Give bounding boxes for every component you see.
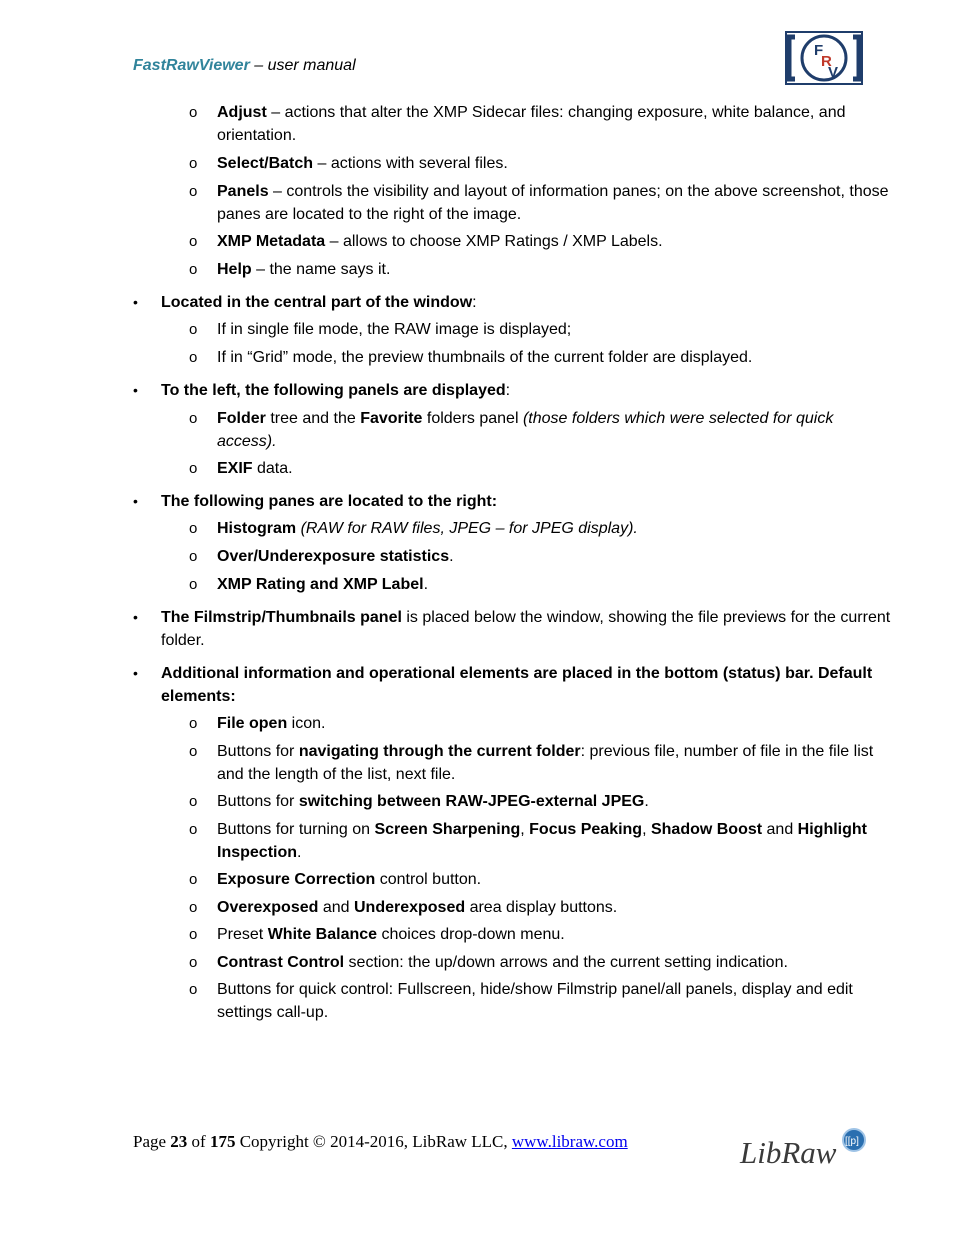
item-text: , bbox=[642, 821, 651, 838]
item-bold: Located in the central part of the window bbox=[161, 294, 473, 311]
item-bold: Help bbox=[217, 261, 252, 278]
item-text: choices drop-down menu. bbox=[377, 926, 565, 943]
of-label: of bbox=[187, 1132, 210, 1151]
item-text: – the name says it. bbox=[251, 261, 391, 278]
libraw-badge: [[p] bbox=[845, 1136, 859, 1147]
item-bold: Adjust bbox=[217, 104, 267, 121]
bullet: • bbox=[133, 665, 138, 681]
circle-bullet: o bbox=[189, 821, 198, 838]
item-bold: Additional information and operational elements are placed in the bottom (status) bar. Default elements: bbox=[161, 665, 873, 705]
item-bold: Exposure Correction bbox=[217, 871, 376, 888]
item-bold: Histogram bbox=[217, 520, 297, 537]
item-bold: The Filmstrip/Thumbnails panel bbox=[161, 609, 402, 626]
circle-bullet: o bbox=[189, 104, 198, 121]
copyright-text: Copyright © 2014-2016, LibRaw LLC, bbox=[235, 1132, 512, 1151]
item-bold: XMP Rating and XMP Label bbox=[217, 576, 424, 593]
circle-bullet: o bbox=[189, 715, 198, 732]
libraw-logo bbox=[738, 1126, 868, 1170]
frv-logo bbox=[785, 31, 863, 85]
bullet: • bbox=[133, 294, 138, 310]
circle-bullet: o bbox=[189, 576, 198, 593]
page-footer bbox=[133, 1132, 628, 1152]
circle-bullet: o bbox=[189, 233, 198, 250]
item-text: : bbox=[505, 382, 511, 399]
item-bold: Panels bbox=[217, 183, 269, 200]
item-bold: navigating through the current folder bbox=[298, 743, 581, 760]
item-bold: Select/Batch bbox=[217, 155, 314, 172]
circle-bullet: o bbox=[189, 793, 198, 810]
item-text: is placed below the window, showing the file previews for the current folder. bbox=[161, 609, 891, 649]
item-text: : bbox=[472, 294, 477, 311]
item-text: folders panel bbox=[422, 410, 523, 427]
circle-bullet: o bbox=[189, 954, 198, 971]
item-text: Buttons for quick control: Fullscreen, hide/show Filmstrip panel/all panels, display and edit settings call-up. bbox=[217, 981, 853, 1021]
circle-bullet: o bbox=[189, 410, 198, 427]
circle-bullet: o bbox=[189, 183, 198, 200]
circle-bullet: o bbox=[189, 981, 198, 998]
item-text: If in single file mode, the RAW image is displayed; bbox=[217, 321, 572, 338]
item-text: – controls the visibility and layout of information panes; on the above screenshot, those panes are located to the right of the image. bbox=[217, 183, 889, 223]
circle-bullet: o bbox=[189, 261, 198, 278]
document-header bbox=[133, 57, 356, 75]
circle-bullet: o bbox=[189, 899, 198, 916]
item-bold: To the left, the following panels are displayed bbox=[161, 382, 506, 399]
frv-letter-v: V bbox=[828, 64, 839, 81]
item-text: and bbox=[762, 821, 798, 838]
item-text: . bbox=[644, 793, 649, 810]
item-text: : previous file, number of file in the file list and the length of the list, next file. bbox=[217, 743, 874, 783]
item-text: control button. bbox=[375, 871, 482, 888]
item-bold: Highlight Inspection bbox=[217, 821, 867, 861]
item-text: icon. bbox=[287, 715, 326, 732]
frv-letter-f: F bbox=[814, 42, 824, 59]
libraw-wordmark: LibRaw bbox=[740, 1135, 837, 1170]
item-text: , bbox=[520, 821, 530, 838]
circle-bullet: o bbox=[189, 349, 198, 366]
page-total: 175 bbox=[209, 1132, 236, 1151]
bullet: • bbox=[133, 493, 138, 509]
circle-bullet: o bbox=[189, 321, 198, 338]
item-text: . bbox=[449, 548, 454, 565]
item-bold: XMP Metadata bbox=[217, 233, 326, 250]
item-text: – actions with several files. bbox=[313, 155, 508, 172]
circle-bullet: o bbox=[189, 743, 198, 760]
circle-bullet: o bbox=[189, 460, 198, 477]
item-bold: Focus Peaking bbox=[529, 821, 643, 838]
item-text: Buttons for bbox=[217, 793, 299, 810]
website-link[interactable]: www.libraw.com bbox=[511, 1132, 628, 1151]
item-bold: Folder bbox=[217, 410, 266, 427]
circle-bullet: o bbox=[189, 548, 198, 565]
item-bold: Overexposed bbox=[217, 899, 319, 916]
bullet: • bbox=[133, 382, 138, 398]
item-text: Preset bbox=[217, 926, 268, 943]
item-italic: (RAW for RAW files, JPEG – for JPEG display). bbox=[296, 520, 638, 537]
item-text: and bbox=[318, 899, 354, 916]
circle-bullet: o bbox=[189, 155, 198, 172]
bullet: • bbox=[133, 609, 138, 625]
item-bold: White Balance bbox=[267, 926, 378, 943]
item-bold: Shadow Boost bbox=[650, 821, 763, 838]
item-text: section: the up/down arrows and the current setting indication. bbox=[344, 954, 788, 971]
item-text: Buttons for turning on bbox=[217, 821, 375, 838]
item-text: tree and the bbox=[265, 410, 361, 427]
app-name: FastRawViewer bbox=[133, 57, 250, 74]
item-italic: (those folders which were selected for quick access). bbox=[217, 410, 834, 450]
item-text: . bbox=[297, 844, 302, 861]
item-bold: Screen Sharpening bbox=[374, 821, 521, 838]
item-text: – allows to choose XMP Ratings / XMP Labels. bbox=[325, 233, 663, 250]
page-number: 23 bbox=[170, 1132, 188, 1151]
item-bold: EXIF bbox=[217, 460, 253, 477]
item-text: . bbox=[423, 576, 429, 593]
frv-letter-r: R bbox=[821, 53, 832, 70]
item-text: data. bbox=[252, 460, 293, 477]
item-text: If in “Grid” mode, the preview thumbnails of the current folder are displayed. bbox=[217, 349, 753, 366]
item-bold: Underexposed bbox=[353, 899, 466, 916]
header-subtitle: – user manual bbox=[249, 57, 356, 74]
item-bold: File open bbox=[217, 715, 288, 732]
item-bold: switching between RAW-JPEG-external JPEG bbox=[298, 793, 645, 810]
page-label: Page bbox=[133, 1132, 171, 1151]
item-text: area display buttons. bbox=[465, 899, 618, 916]
circle-bullet: o bbox=[189, 871, 198, 888]
item-text: – actions that alter the XMP Sidecar files: changing exposure, white balance, and orientation. bbox=[217, 104, 846, 144]
circle-bullet: o bbox=[189, 520, 198, 537]
item-bold: Favorite bbox=[360, 410, 423, 427]
item-bold: Contrast Control bbox=[217, 954, 345, 971]
circle-bullet: o bbox=[189, 926, 198, 943]
item-bold: The following panes are located to the right: bbox=[161, 493, 498, 510]
item-text: Buttons for bbox=[217, 743, 299, 760]
item-bold: Over/Underexposure statistics bbox=[217, 548, 450, 565]
